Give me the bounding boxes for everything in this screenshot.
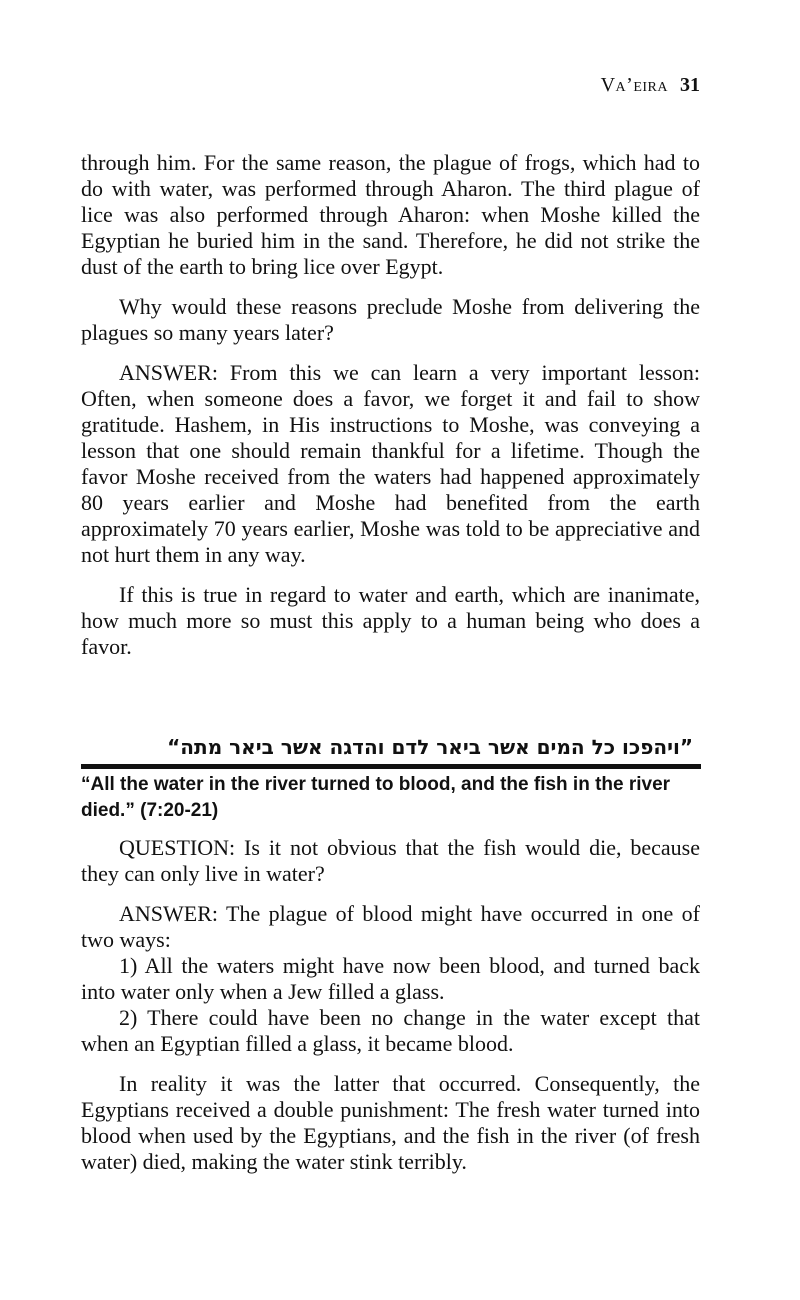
running-head: [601, 74, 700, 97]
question-paragraph: QUESTION: Is it not obvious that the fish would die, because they can only live in water?: [81, 835, 700, 886]
heading-rule: [81, 764, 701, 769]
page-number: 31: [680, 74, 700, 96]
section1-body: [81, 150, 700, 674]
answer-paragraph: ANSWER: The plague of blood might have occurred in one of two ways:: [81, 901, 700, 952]
section-title: Va’eira: [600, 74, 668, 96]
list-item: 1) All the waters might have now been blood, and turned back into water only when a Jew filled a glass.: [81, 953, 700, 1004]
section2-body: [81, 835, 700, 1189]
paragraph: In reality it was the latter that occurred. Consequently, the Egyptians received a double punishment: The fresh water turned into blood when used by the Egyptians, and the fish in the river (of fresh water) died, making the water stink terribly.: [81, 1071, 700, 1174]
hebrew-heading: ”ויהפכו כל המים אשר ביאר לדם והדגה אשר ביאר מתה“: [167, 735, 693, 759]
paragraph: through him. For the same reason, the plague of frogs, which had to do with water, was performed through Aharon. The third plague of lice was also performed through Aharon: when Moshe killed the Egyptian he buried him in the sand. Therefore, he did not strike the dust of the earth to bring lice over Egypt.: [81, 150, 700, 279]
verse-heading: “All the water in the river turned to blood, and the fish in the river died.” (7:20-21): [81, 774, 671, 821]
list-item: 2) There could have been no change in the water except that when an Egyptian filled a glass, it became blood.: [81, 1005, 700, 1056]
paragraph: If this is true in regard to water and earth, which are inanimate, how much more so must this apply to a human being who does a favor.: [81, 582, 700, 659]
paragraph: ANSWER: From this we can learn a very important lesson: Often, when someone does a favor, we forget it and fail to show gratitude. Hashem, in His instructions to Moshe, was conveying a lesson that one should remain thankful for a lifetime. Though the favor Moshe received from the waters had happened approximately 80 years earlier and Moshe had benefited from the earth approximately 70 years earlier, Moshe was told to be appreciative and not hurt them in any way.: [81, 360, 700, 567]
paragraph: Why would these reasons preclude Moshe from delivering the plagues so many years later?: [81, 294, 700, 345]
